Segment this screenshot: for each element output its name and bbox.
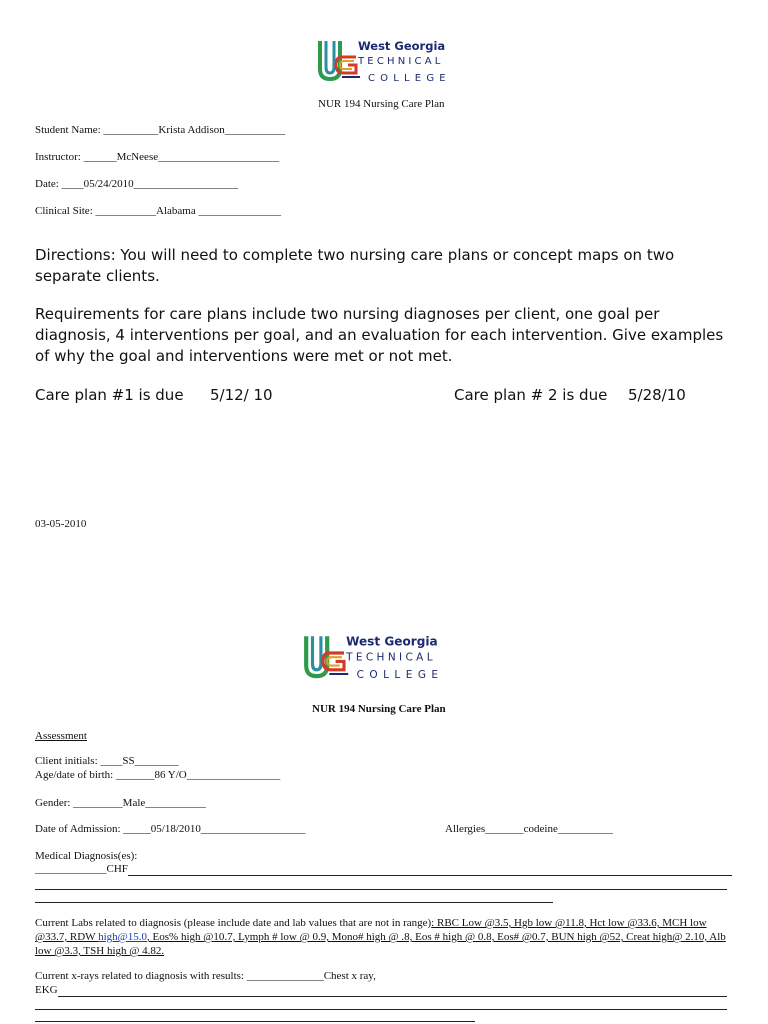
- page1-footer-date: 03-05-2010: [35, 518, 87, 530]
- age-dob-field: Age/date of birth: _______86 Y/O_________________: [35, 769, 281, 781]
- xray-line-3: [35, 1021, 475, 1022]
- clinical-site-field: Clinical Site: ___________Alabama _______________: [35, 205, 281, 217]
- xrays-field: Current x-rays related to diagnosis with results: ______________Chest x ray,: [35, 970, 376, 982]
- client-initials-field: Client initials: ____SS________: [35, 755, 179, 767]
- labs-values-part2: , Eos% high @10.7, Lymph # low @ 0.9, Mono# high @ .8, Eos # high @ 0.8, Eos# @0.7, BUN high @52, Creat high@ 2.10, Alb low @3.3, TSH high @ 4.82.: [35, 931, 726, 957]
- labs-values-part1: : RBC Low @3.5, Hgb low @11.8, Hct low @33.6, MCH low @33.7, RDW: [35, 917, 707, 943]
- care-plan-1-label: Care plan #1 is due: [35, 386, 184, 404]
- logo-text-college: COLLEGE: [368, 73, 451, 84]
- instructor-field: Instructor: ______McNeese______________________: [35, 151, 280, 163]
- diagnosis-line-2: [35, 889, 727, 890]
- ekg-line: [58, 996, 727, 997]
- diagnosis-line-3: [35, 902, 553, 903]
- care-plan-2-date: 5/28/10: [628, 386, 686, 404]
- medical-diagnosis-label: Medical Diagnosis(es):: [35, 850, 138, 862]
- date-of-admission-field: Date of Admission: _____05/18/2010___________________: [35, 823, 306, 835]
- care-plan-1-date: 5/12/ 10: [210, 386, 273, 404]
- diagnosis-line-1: [128, 875, 732, 876]
- medical-diagnosis-value: _____________CHF: [35, 863, 128, 875]
- assessment-heading: Assessment: [35, 730, 87, 742]
- logo2-text-west-georgia: West Georgia: [346, 634, 438, 649]
- logo-text-technical: TECHNICAL: [358, 56, 444, 67]
- rdw-link[interactable]: high@15.0: [98, 931, 148, 943]
- college-logo-mark-2: [302, 634, 350, 682]
- page1-title: NUR 194 Nursing Care Plan: [318, 98, 445, 110]
- ekg-label: EKG: [35, 984, 58, 996]
- care-plan-2-label: Care plan # 2 is due: [454, 386, 608, 404]
- xray-line-2: [35, 1009, 727, 1010]
- college-logo-2: [302, 632, 460, 695]
- requirements-paragraph: Requirements for care plans include two nursing diagnoses per client, one goal per diagnosis, 4 interventions per goal, and an evaluation for each intervention. Give examples of why the goal and interventions were met or not met.: [35, 305, 724, 365]
- current-labs-paragraph: [35, 916, 735, 958]
- logo2-text-technical: TECHNICAL: [346, 651, 436, 664]
- labs-label: Current Labs related to diagnosis (please include date and lab values that are not in range): [35, 917, 432, 929]
- gender-field: Gender: _________Male___________: [35, 797, 206, 809]
- logo-text-west-georgia: West Georgia: [358, 39, 446, 53]
- logo2-text-college: COLLEGE: [356, 669, 444, 682]
- allergies-field: Allergies_______codeine__________: [445, 823, 613, 835]
- date-field: Date: ____05/24/2010___________________: [35, 178, 239, 190]
- college-logo: [316, 37, 466, 97]
- directions-paragraph: Directions: You will need to complete two nursing care plans or concept maps on two separate clients.: [35, 246, 675, 285]
- page2-title: NUR 194 Nursing Care Plan: [312, 703, 446, 715]
- student-name-field: Student Name: __________Krista Addison___________: [35, 124, 286, 136]
- college-logo-mark: [316, 39, 362, 85]
